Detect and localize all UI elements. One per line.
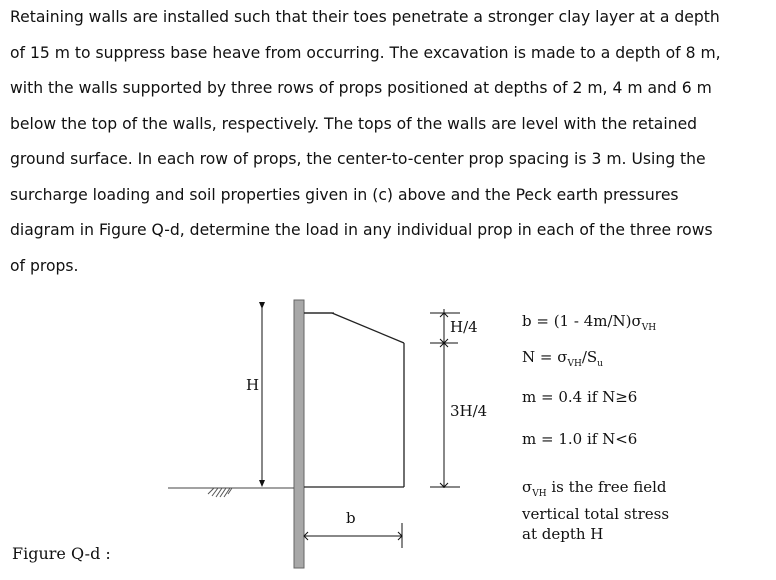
question-line: below the top of the walls, respectively. The tops of the walls are level with the retained <box>10 114 698 133</box>
question-line: diagram in Figure Q-d, determine the load in any individual prop in each of the three rows <box>10 221 713 239</box>
question-line: with the walls supported by three rows of props positioned at depths of 2 m, 4 m and 6 m <box>10 79 712 97</box>
question-line: of props. <box>10 256 79 275</box>
figure-caption: Figure Q-d : <box>12 544 111 563</box>
question-line: surcharge loading and soil properties given in (c) above and the Peck earth pressures <box>10 185 679 204</box>
equation-m-stiff: m = 0.4 if N≥6 <box>522 388 638 406</box>
equation-b: $b = (1 - 4m/N)\sigma_{VH}$ <box>522 312 657 333</box>
question-line: Retaining walls are installed such that their toes penetrate a stronger clay layer at a depth <box>10 8 720 26</box>
label-three-h-quarter: 3H/4 <box>450 402 488 420</box>
question-line: of 15 m to suppress base heave from occurring. The excavation is made to a depth of 8 m, <box>10 43 721 62</box>
pressure-diagram <box>304 313 404 487</box>
retaining-wall <box>294 300 304 568</box>
question-line: ground surface. In each row of props, the center-to-center prop spacing is 3 m. Using the <box>10 150 706 168</box>
sigma-note: $\sigma_{VH}$ is the free field vertical total stress at depth H <box>522 478 670 543</box>
ground-hatch <box>208 488 232 497</box>
label-h-quarter: H/4 <box>450 318 478 336</box>
label-b: b <box>346 509 356 527</box>
equation-m-soft: m = 1.0 if N<6 <box>522 430 638 448</box>
label-h: H <box>246 376 260 394</box>
equation-n: $N = \sigma_{VH}/S_u$ <box>522 348 603 369</box>
